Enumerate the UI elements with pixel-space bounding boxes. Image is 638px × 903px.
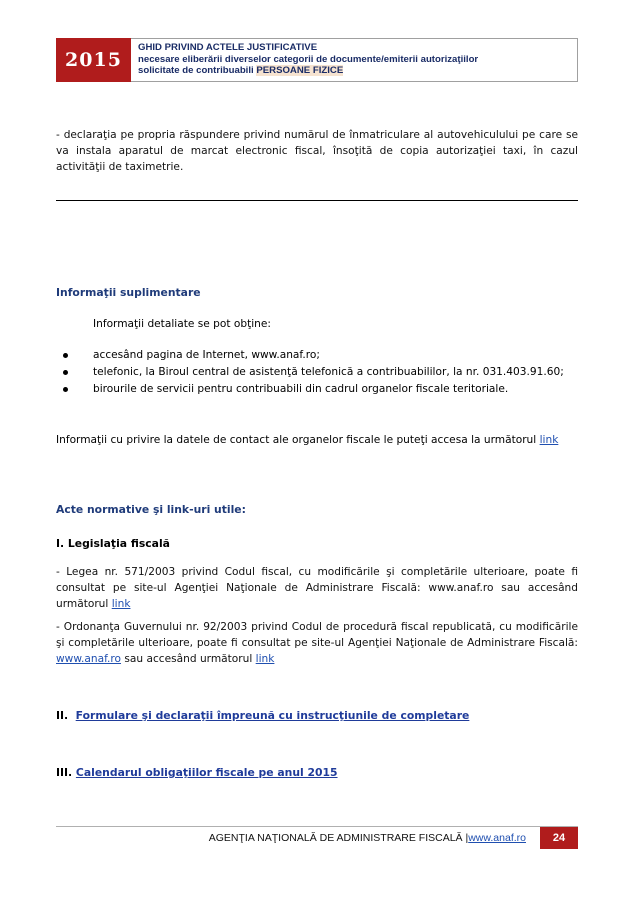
contact-link[interactable]: link bbox=[539, 434, 559, 446]
info-lead: Informaţii detaliate se pot obţine: bbox=[93, 318, 271, 330]
calendar-heading-number: III. bbox=[56, 766, 73, 779]
ordinance-link[interactable]: link bbox=[255, 653, 275, 665]
footer-divider bbox=[56, 826, 578, 827]
header-line-1: GHID PRIVIND ACTELE JUSTIFICATIVE bbox=[138, 42, 318, 53]
law-paragraph: - Legea nr. 571/2003 privind Codul fiscal, cu modificările şi completările ulterioare, poate fi consultat pe site-ul Agenţiei Naţionale de Administrare Fiscală: www.anaf.ro sau accesând următorul link bbox=[56, 566, 578, 610]
intro-paragraph: - declaraţia pe propria răspundere privind numărul de înmatriculare al autovehiculului pe care se va instala aparatul de marcat electronic fiscal, însoţită de copia autorizaţiei taxi, în cazul activităţii de taximetrie. bbox=[56, 129, 578, 173]
forms-heading bbox=[56, 709, 469, 722]
legislation-heading: I. Legislaţia fiscală bbox=[56, 537, 170, 550]
section-divider bbox=[56, 200, 578, 201]
footer-agency: AGENŢIA NAŢIONALĂ DE ADMINISTRARE FISCALĂ |www.anaf.ro bbox=[208, 832, 526, 844]
law-link[interactable]: link bbox=[111, 598, 131, 610]
ordinance-site-link[interactable]: www.anaf.ro bbox=[56, 653, 122, 665]
list-item: accesând pagina de Internet, www.anaf.ro; bbox=[56, 347, 564, 364]
ordinance-paragraph: - Ordonanţa Guvernului nr. 92/2003 privind Codul de procedură fiscal republicată, cu modificările şi completările ulterioare, poate fi consultat pe site-ul Agenţiei Naţionale de Administrare Fiscală: www.anaf.ro sau accesând următorul link bbox=[56, 621, 578, 665]
footer-site-link[interactable]: www.anaf.ro bbox=[468, 832, 526, 844]
info-section-title: Informaţii suplimentare bbox=[56, 286, 201, 299]
calendar-link[interactable]: Calendarul obligaţiilor fiscale pe anul 2015 bbox=[75, 766, 338, 779]
header-line-3-text: solicitate de contribuabili bbox=[138, 65, 257, 76]
bullet-icon bbox=[63, 387, 68, 392]
bullet-icon bbox=[63, 370, 68, 375]
forms-link[interactable]: Formulare şi declaraţii împreună cu instrucţiunile de completare bbox=[75, 709, 470, 722]
acts-section-title: Acte normative şi link-uri utile: bbox=[56, 503, 246, 516]
contact-paragraph: Informaţii cu privire la datele de contact ale organelor fiscale le puteţi accesa la următorul link bbox=[56, 434, 559, 446]
header-highlight: PERSOANE FIZICE bbox=[256, 65, 344, 76]
header-line-2: necesare eliberării diverselor categorii de documente/emiterii autorizaţiilor bbox=[138, 53, 479, 65]
bullet-icon bbox=[63, 353, 68, 358]
forms-heading-number: II. bbox=[56, 709, 69, 722]
info-bullet-list bbox=[56, 347, 564, 398]
list-item: birourile de servicii pentru contribuabili din cadrul organelor fiscale teritoriale. bbox=[56, 381, 564, 398]
calendar-heading bbox=[56, 766, 338, 779]
header-year-badge: 2015 bbox=[56, 38, 131, 82]
page-number-badge: 24 bbox=[540, 827, 578, 849]
list-item: telefonic, la Biroul central de asistenţă telefonică a contribuabililor, la nr. 031.403.91.60; bbox=[56, 364, 564, 381]
header-title bbox=[138, 42, 578, 77]
header-line-3 bbox=[138, 65, 578, 77]
